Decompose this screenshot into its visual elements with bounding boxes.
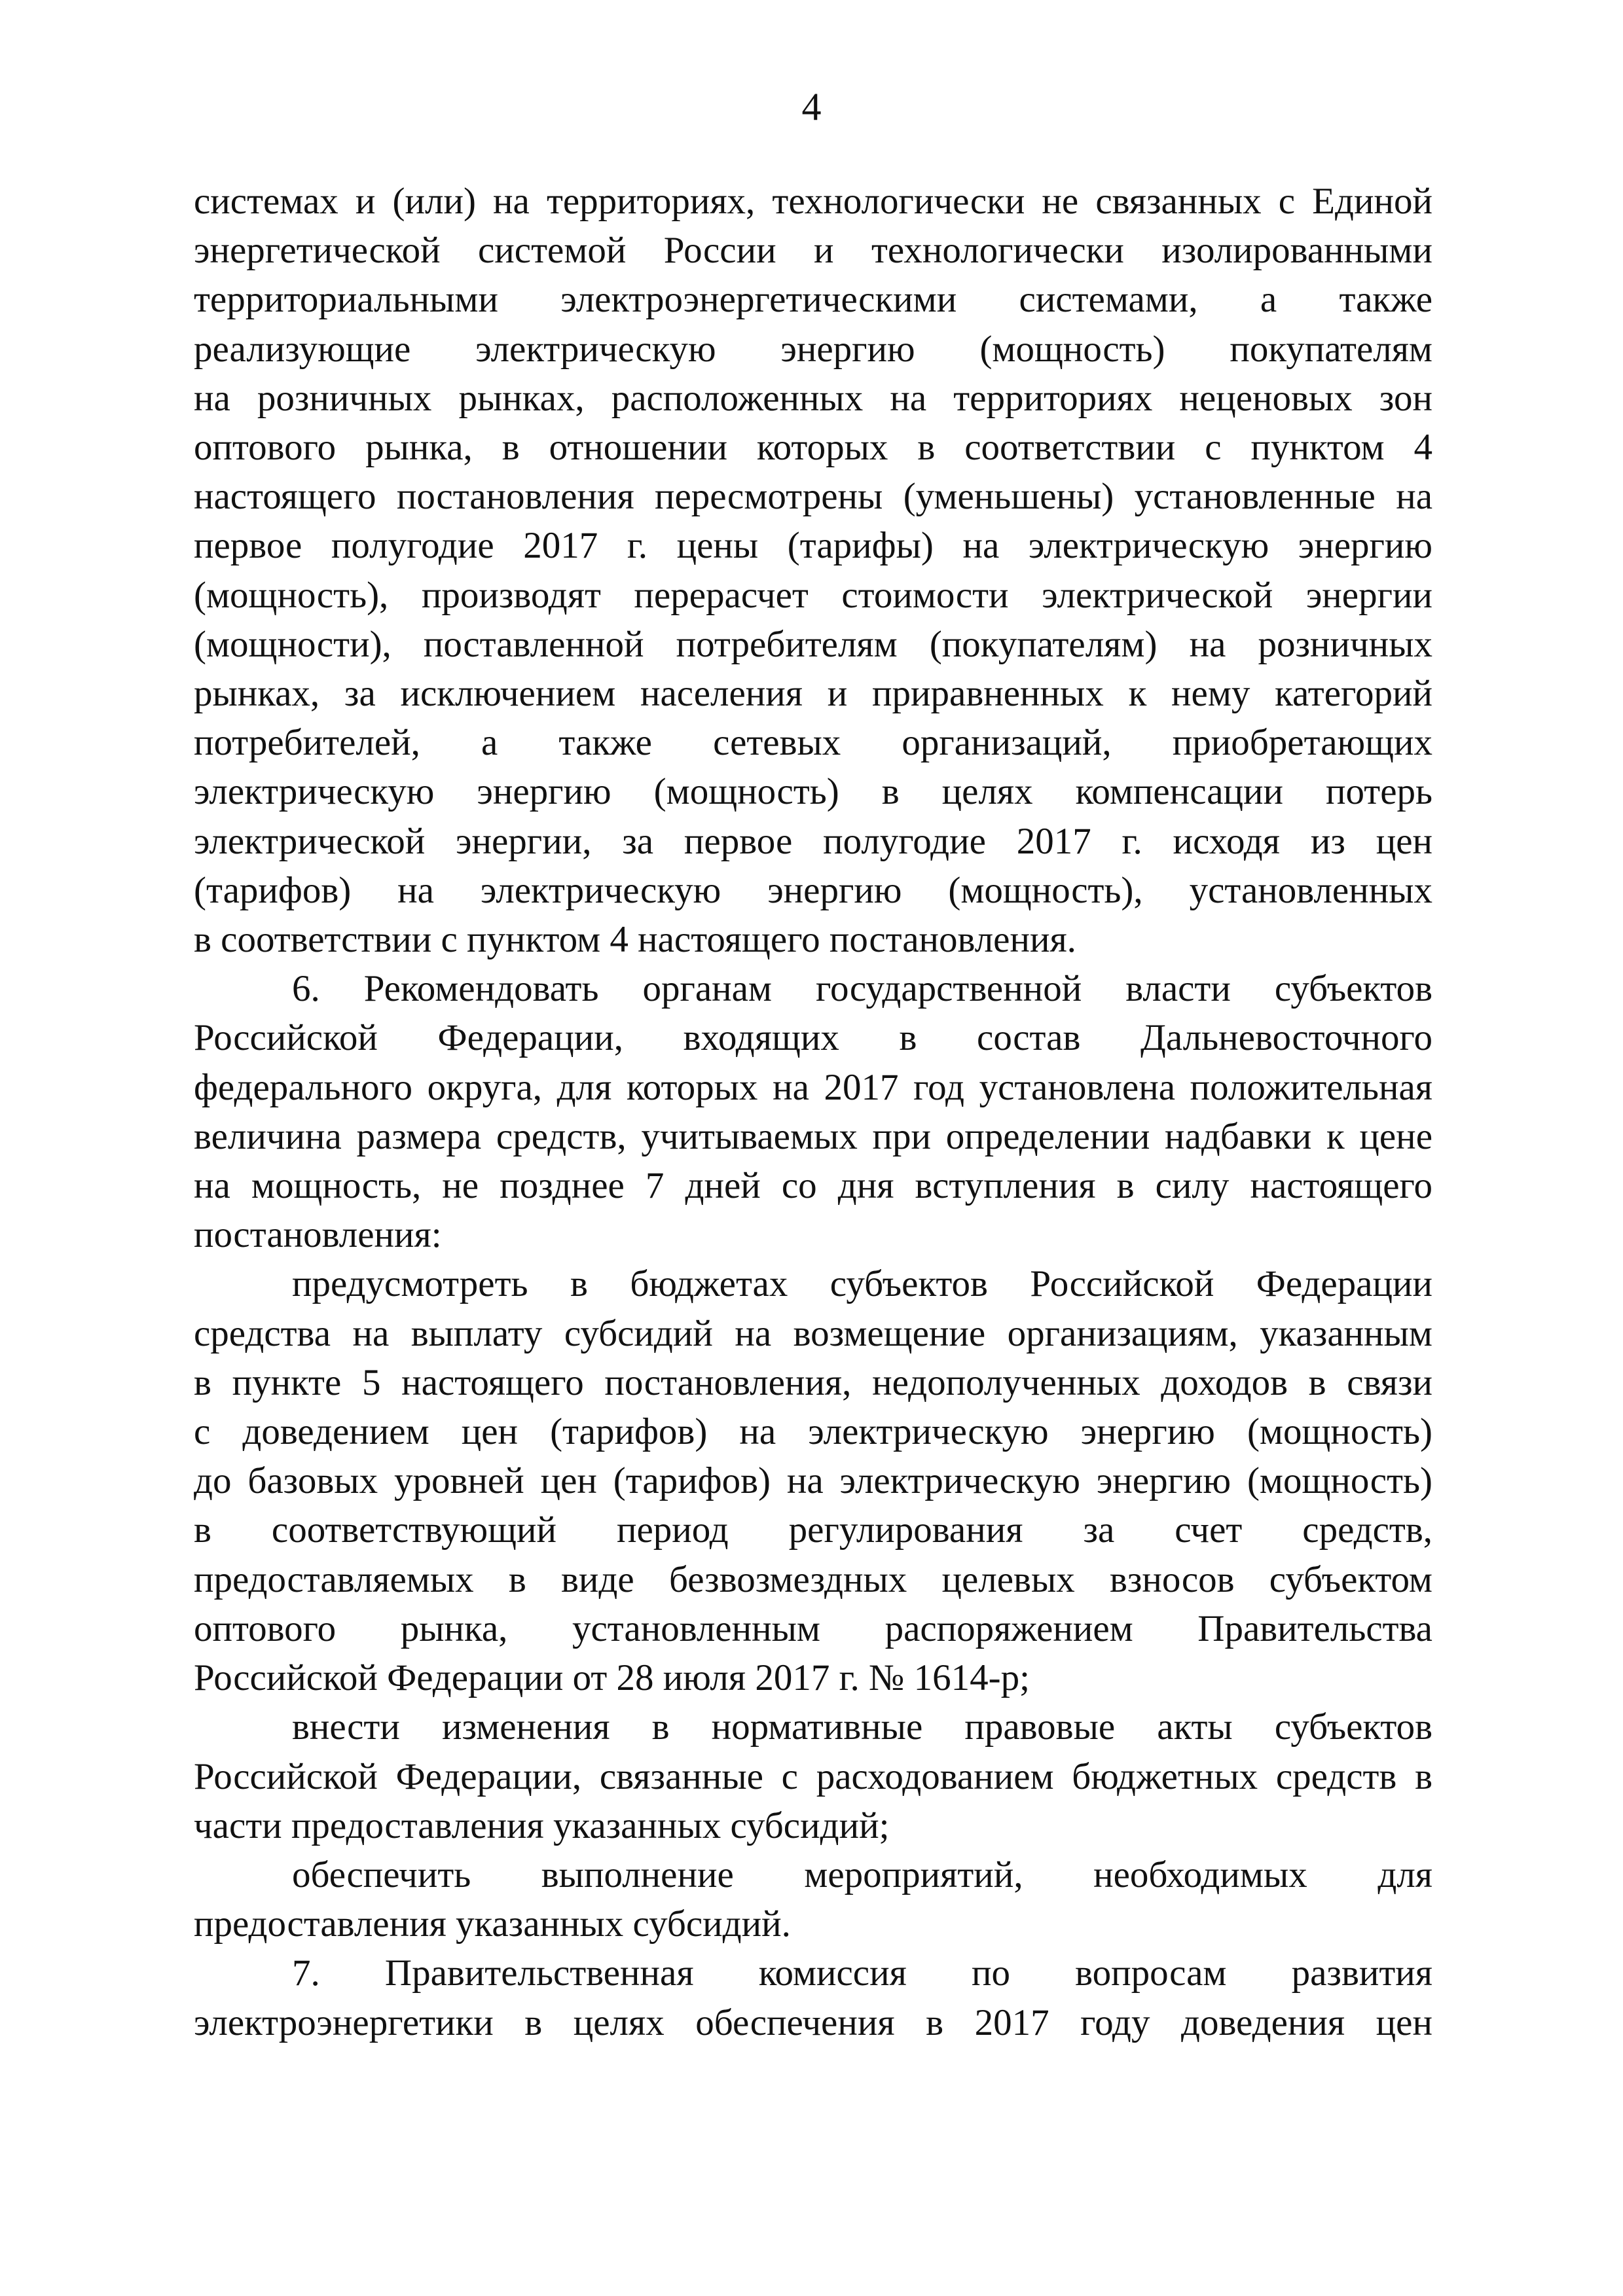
text-line: внести изменения в нормативные правовые акты субъектов <box>292 1706 1432 1748</box>
text-line: предоставления указанных субсидий. <box>194 1903 791 1945</box>
text-line: на мощность, не позднее 7 дней со дня вступления в силу настоящего <box>194 1165 1432 1207</box>
text-line: федерального округа, для которых на 2017 год установлена положительная <box>194 1066 1432 1108</box>
text-line: 7. Правительственная комиссия по вопросам развития <box>292 1952 1432 1994</box>
text-line: на розничных рынках, расположенных на территориях неценовых зон <box>194 377 1432 419</box>
text-line: оптового рынка, в отношении которых в соответствии с пунктом 4 <box>194 427 1432 469</box>
text-line: электрической энергии, за первое полугодие 2017 г. исходя из цен <box>194 820 1432 862</box>
text-line: части предоставления указанных субсидий; <box>194 1804 890 1846</box>
paragraph <box>194 177 1432 964</box>
text-line: Российской Федерации от 28 июля 2017 г. № 1614-р; <box>194 1657 1030 1699</box>
text-line: территориальными электроэнергетическими системами, а также <box>194 279 1432 321</box>
text-line: предоставляемых в виде безвозмездных целевых взносов субъектом <box>194 1558 1432 1600</box>
paragraph <box>194 1850 1432 1948</box>
text-line: с доведением цен (тарифов) на электрическую энергию (мощность) <box>194 1411 1432 1453</box>
paragraph <box>194 1948 1432 2047</box>
text-line: (мощность), производят перерасчет стоимости электрической энергии <box>194 574 1432 616</box>
paragraph <box>194 964 1432 1259</box>
text-line: рынках, за исключением населения и приравненных к нему категорий <box>194 673 1432 715</box>
text-line: первое полугодие 2017 г. цены (тарифы) на электрическую энергию <box>194 525 1432 567</box>
text-line: оптового рынка, установленным распоряжением Правительства <box>194 1607 1432 1649</box>
document-body <box>194 177 1432 2047</box>
text-line: в соответствии с пунктом 4 настоящего постановления. <box>194 919 1076 961</box>
text-line: потребителей, а также сетевых организаций, приобретающих <box>194 722 1432 764</box>
text-line: постановления: <box>194 1214 442 1256</box>
text-line: настоящего постановления пересмотрены (уменьшены) установленные на <box>194 476 1432 518</box>
paragraph <box>194 1259 1432 1702</box>
text-line: энергетической системой России и технологически изолированными <box>194 230 1432 272</box>
text-line: до базовых уровней цен (тарифов) на электрическую энергию (мощность) <box>194 1460 1432 1502</box>
text-line: (тарифов) на электрическую энергию (мощность), установленных <box>194 869 1432 911</box>
text-line: реализующие электрическую энергию (мощность) покупателям <box>194 328 1432 370</box>
text-line: электроэнергетики в целях обеспечения в 2017 году доведения цен <box>194 2001 1432 2043</box>
text-line: обеспечить выполнение мероприятий, необходимых для <box>292 1854 1432 1895</box>
paragraph <box>194 1702 1432 1850</box>
text-line: 6. Рекомендовать органам государственной власти субъектов <box>292 968 1432 1010</box>
text-line: Российской Федерации, входящих в состав Дальневосточного <box>194 1017 1432 1059</box>
text-line: предусмотреть в бюджетах субъектов Российской Федерации <box>292 1263 1432 1305</box>
text-line: средства на выплату субсидий на возмещение организациям, указанным <box>194 1312 1432 1354</box>
text-line: (мощности), поставленной потребителям (покупателям) на розничных <box>194 623 1432 665</box>
page-number: 4 <box>801 85 822 128</box>
text-line: в соответствующий период регулирования за счет средств, <box>194 1509 1432 1551</box>
text-line: электрическую энергию (мощность) в целях компенсации потерь <box>194 771 1432 813</box>
text-line: Российской Федерации, связанные с расходованием бюджетных средств в <box>194 1755 1432 1797</box>
text-line: системах и (или) на территориях, технологически не связанных с Единой <box>194 181 1432 222</box>
text-line: величина размера средств, учитываемых при определении надбавки к цене <box>194 1115 1432 1157</box>
text-line: в пункте 5 настоящего постановления, недополученных доходов в связи <box>194 1361 1432 1403</box>
